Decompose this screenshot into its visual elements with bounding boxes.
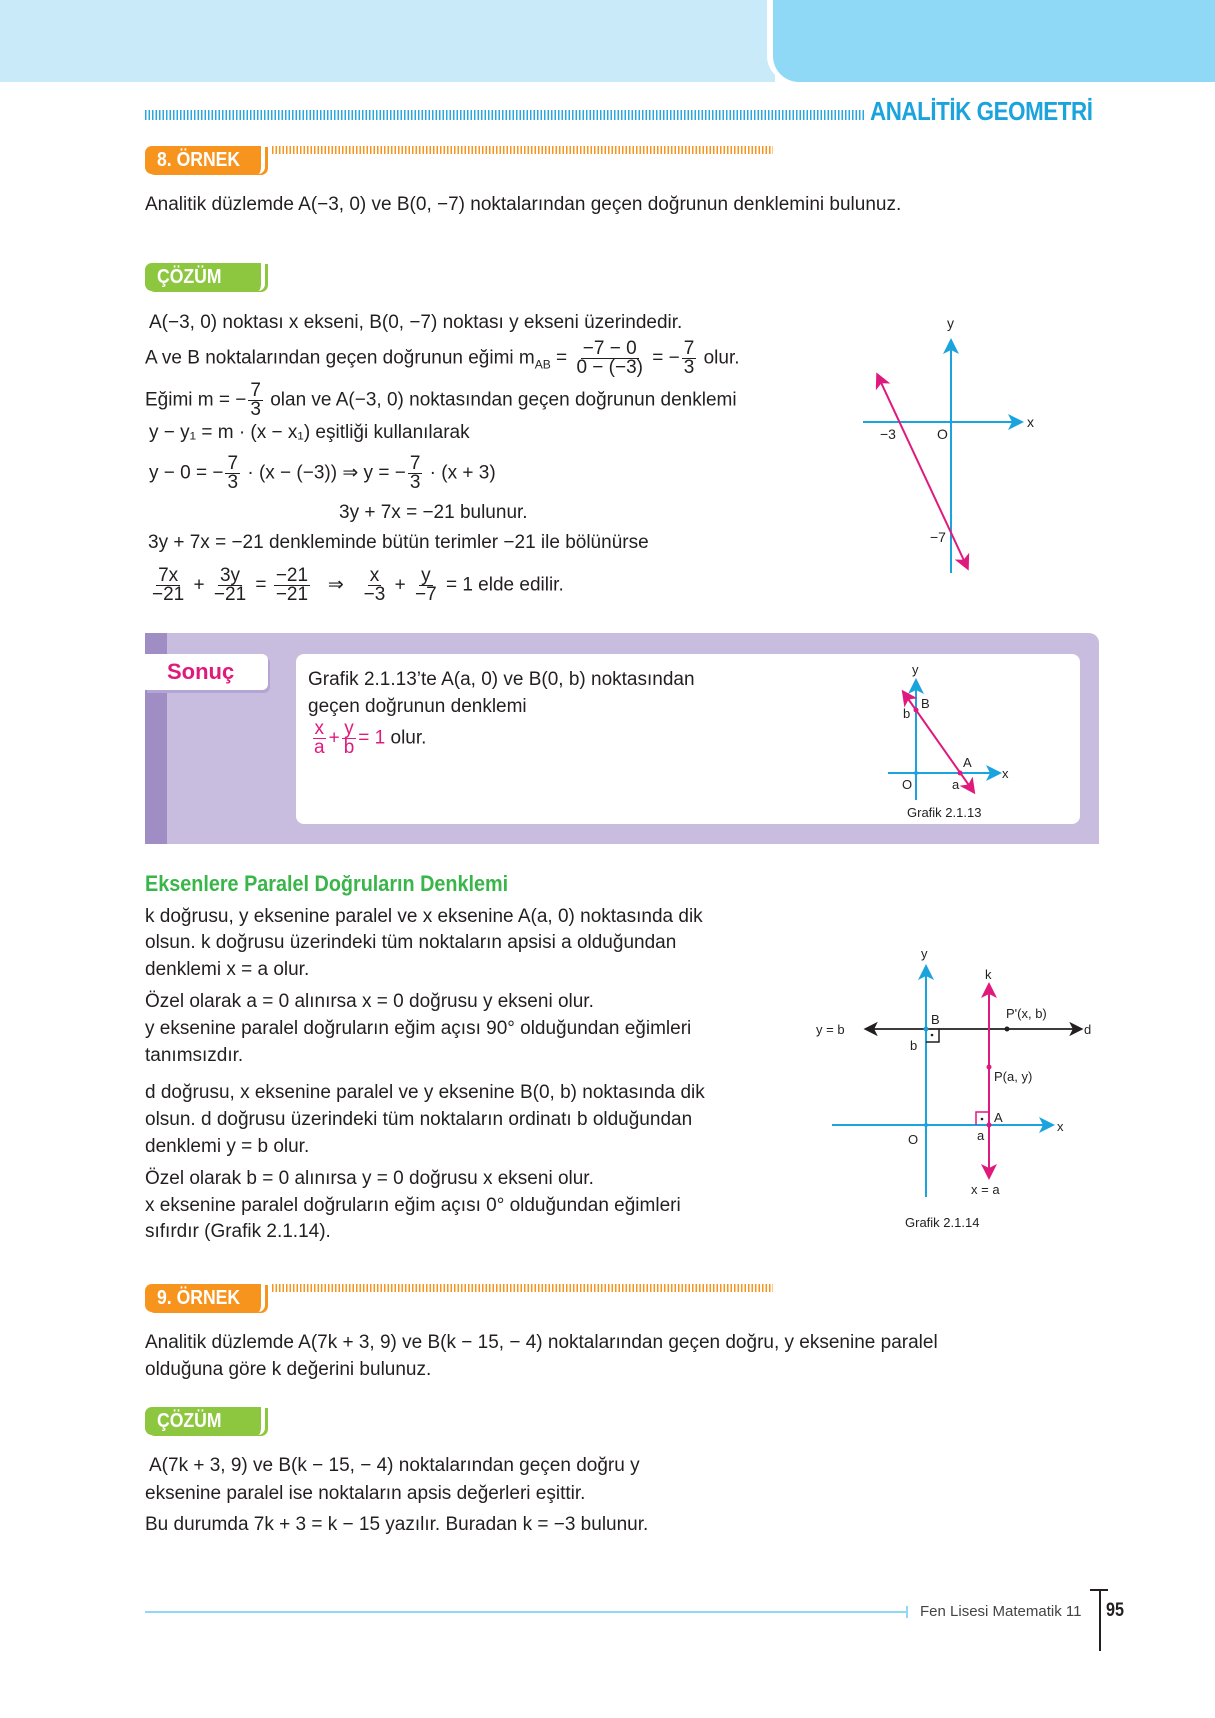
numerator: y xyxy=(421,565,431,586)
x-axis-label: x xyxy=(1027,414,1034,430)
paragraph-line: denklemi y = b olur. xyxy=(145,1136,310,1157)
text: = − xyxy=(646,347,680,369)
solution-8-line-2 xyxy=(145,340,740,377)
graph-caption: Grafik 2.1.14 xyxy=(905,1215,980,1230)
solution-8-line-6: 3y + 7x = −21 bulunur. xyxy=(339,502,528,523)
denominator: −21 xyxy=(152,584,185,605)
solution-9-line: eksenine paralel ise noktaların apsis değerleri eşittir. xyxy=(145,1483,586,1504)
fraction xyxy=(150,567,186,604)
point-b-label: B xyxy=(931,1012,940,1027)
graph-example-8 xyxy=(840,310,1050,580)
numerator: 7 xyxy=(683,338,695,359)
right-angle-dot xyxy=(931,1034,934,1037)
example-9-badge xyxy=(145,1284,265,1312)
footer-rule-end xyxy=(906,1606,908,1618)
example-8-tick-rule xyxy=(272,146,773,154)
numerator: 7 xyxy=(409,453,421,474)
point-a-label: A xyxy=(963,755,972,770)
y-axis-label: y xyxy=(912,662,919,677)
graph-2-1-13 xyxy=(870,660,1070,830)
paragraph-line: d doğrusu, x eksenine paralel ve y eksenine B(0, b) noktasında dik xyxy=(145,1082,705,1103)
paragraph-line: Özel olarak b = 0 alınırsa y = 0 doğrusu x ekseni olur. xyxy=(145,1168,594,1189)
k-label: k xyxy=(985,967,992,982)
graph-caption: Grafik 2.1.13 xyxy=(907,805,982,820)
paragraph-line: x eksenine paralel doğruların eğim açısı 0° olduğundan eğimleri xyxy=(145,1195,681,1216)
denominator: −3 xyxy=(363,584,386,605)
right-angle-dot xyxy=(981,1118,984,1121)
point-b-label: B xyxy=(921,696,930,711)
example-9-badge-label: 9. ÖRNEK xyxy=(157,1287,241,1309)
footer-rule xyxy=(145,1611,907,1613)
origin-point xyxy=(914,771,918,775)
solution-8-badge-label: ÇÖZÜM xyxy=(157,266,222,288)
y-axis-label: y xyxy=(947,315,954,331)
point-a xyxy=(987,1123,992,1128)
solution-8-line-1: A(−3, 0) noktası x ekseni, B(0, −7) noktası y ekseni üzerindedir. xyxy=(149,312,683,333)
point-p-prime xyxy=(1005,1027,1010,1032)
example-8-badge-label: 8. ÖRNEK xyxy=(157,149,241,171)
point-p xyxy=(987,1065,992,1070)
point-a-label: A xyxy=(994,1110,1003,1125)
denominator: b xyxy=(343,737,355,758)
numerator: 7 xyxy=(227,453,239,474)
numerator: 7x xyxy=(158,565,179,586)
b-label: b xyxy=(910,1038,918,1053)
text: = 1 xyxy=(358,727,386,749)
fraction xyxy=(342,720,357,757)
text: ⇒ xyxy=(327,574,344,596)
x-axis-label: x xyxy=(1002,766,1009,781)
denominator: 3 xyxy=(227,472,239,493)
paragraph-line: denklemi x = a olur. xyxy=(145,959,310,980)
fraction xyxy=(225,455,240,492)
denominator: −7 xyxy=(415,584,437,605)
y-axis-label: y xyxy=(921,946,928,961)
fraction xyxy=(312,720,327,757)
text: olur. xyxy=(385,727,427,749)
footer-divider-tick xyxy=(1090,1589,1108,1591)
text: A ve B noktalarından geçen doğrunun eğimi m xyxy=(145,347,535,369)
subscript: AB xyxy=(534,357,551,372)
page-number: 95 xyxy=(1106,1600,1124,1621)
example-9-question-line: Analitik düzlemde A(7k + 3, 9) ve B(k − 15, − 4) noktalarından geçen doğru, y eksenine paralel xyxy=(145,1332,938,1353)
example-9-question-line: olduğuna göre k değerini bulunuz. xyxy=(145,1359,432,1380)
x-intercept-label: −3 xyxy=(880,426,896,442)
origin-label: O xyxy=(902,777,913,792)
paragraph-line: y eksenine paralel doğruların eğim açısı 90° olduğundan eğimleri xyxy=(145,1018,692,1039)
origin-label: O xyxy=(908,1132,919,1147)
solution-8-line-5 xyxy=(149,455,496,492)
graph-2-1-14 xyxy=(800,900,1120,1240)
text: = xyxy=(255,574,267,596)
denominator: 0 − (−3) xyxy=(576,357,643,378)
text: olan ve A(−3, 0) noktasından geçen doğrunun denklemi xyxy=(264,389,737,411)
fraction xyxy=(413,567,439,604)
line-ab xyxy=(904,693,973,791)
point-b xyxy=(914,708,919,713)
footer-divider xyxy=(1099,1589,1101,1651)
numerator: x xyxy=(369,565,380,586)
fraction xyxy=(408,455,423,492)
paragraph-line: k doğrusu, y eksenine paralel ve x eksenine A(a, 0) noktasında dik xyxy=(145,906,703,927)
denominator: 3 xyxy=(683,357,695,378)
origin-point xyxy=(924,1123,928,1127)
point-p-label: P(a, y) xyxy=(994,1069,1033,1084)
example-8-badge xyxy=(145,146,265,174)
x-equals-a-label: x = a xyxy=(971,1182,1000,1197)
text: · (x + 3) xyxy=(424,462,496,484)
point-b xyxy=(924,1027,929,1032)
header-tick-rule xyxy=(145,110,865,120)
solution-9-badge xyxy=(145,1407,265,1435)
a-label: a xyxy=(952,777,960,792)
numerator: −21 xyxy=(275,565,309,586)
paragraph-line: olsun. k doğrusu üzerindeki tüm noktaların apsisi a olduğundan xyxy=(145,932,677,953)
section-heading: Eksenlere Paralel Doğruların Denklemi xyxy=(145,871,509,896)
example-9-tick-rule xyxy=(272,1284,773,1292)
denominator: a xyxy=(314,737,325,758)
footer-book-title: Fen Lisesi Matematik 11 xyxy=(920,1603,1082,1620)
numerator: 7 xyxy=(250,380,261,401)
text: + xyxy=(328,727,340,749)
header-band-right xyxy=(773,0,1215,82)
solution-8-line-4: y − y₁ = m · (x − x₁) eşitliği kullanılarak xyxy=(149,422,470,443)
solution-9-line: Bu durumda 7k + 3 = k − 15 yazılır. Buradan k = −3 bulunur. xyxy=(145,1514,649,1535)
paragraph-line: Özel olarak a = 0 alınırsa x = 0 doğrusu y ekseni olur. xyxy=(145,991,594,1012)
origin-label: O xyxy=(937,426,948,442)
result-line-1: Grafik 2.1.13’te A(a, 0) ve B(0, b) noktasından xyxy=(308,669,695,690)
numerator: 3y xyxy=(219,565,241,586)
paragraph-line: tanımsızdır. xyxy=(145,1045,244,1066)
a-label: a xyxy=(977,1128,985,1143)
line-ab xyxy=(878,376,967,567)
text: Eğimi m = − xyxy=(145,389,247,411)
numerator: y xyxy=(344,718,354,739)
text: olur. xyxy=(698,347,740,369)
point-p-prime-label: P'(x, b) xyxy=(1006,1006,1047,1021)
solution-8-line-8 xyxy=(148,567,564,604)
text: y − 0 = − xyxy=(149,462,224,484)
fraction xyxy=(212,567,248,604)
text: + xyxy=(193,574,205,596)
text: = xyxy=(550,347,573,369)
result-formula xyxy=(310,720,426,757)
text: + xyxy=(394,574,406,596)
d-label: d xyxy=(1084,1022,1092,1037)
x-axis-label: x xyxy=(1057,1119,1064,1134)
solution-9-line: A(7k + 3, 9) ve B(k − 15, − 4) noktalarından geçen doğru y xyxy=(149,1455,640,1476)
fraction xyxy=(574,340,645,377)
numerator: −7 − 0 xyxy=(582,338,637,359)
denominator: 3 xyxy=(250,399,261,420)
point-a xyxy=(958,771,963,776)
fraction xyxy=(682,340,697,377)
denominator: −21 xyxy=(275,584,309,605)
paragraph-line: sıfırdır (Grafik 2.1.14). xyxy=(145,1221,331,1242)
solution-9-badge-label: ÇÖZÜM xyxy=(157,1410,222,1432)
fraction xyxy=(248,382,263,419)
y-intercept-label: −7 xyxy=(930,529,946,545)
result-label: Sonuç xyxy=(145,654,268,690)
solution-8-line-7: 3y + 7x = −21 denkleminde bütün terimler −21 ile bölünürse xyxy=(148,532,649,553)
text: = 1 elde edilir. xyxy=(445,574,564,596)
header-band-left xyxy=(0,0,775,82)
fraction xyxy=(274,567,310,604)
fraction xyxy=(362,567,388,604)
text: · (x − (−3)) ⇒ y = − xyxy=(242,462,406,484)
numerator: x xyxy=(314,718,325,739)
chapter-title: ANALİTİK GEOMETRİ xyxy=(870,96,1093,126)
solution-8-line-3 xyxy=(145,382,737,419)
denominator: −21 xyxy=(213,584,247,605)
example-8-question: Analitik düzlemde A(−3, 0) ve B(0, −7) noktalarından geçen doğrunun denklemini bulunuz. xyxy=(145,194,902,215)
y-equals-b-label: y = b xyxy=(816,1022,845,1037)
paragraph-line: olsun. d doğrusu üzerindeki tüm noktaların ordinatı b olduğundan xyxy=(145,1109,693,1130)
result-line-2: geçen doğrunun denklemi xyxy=(308,696,527,717)
solution-8-badge xyxy=(145,263,265,291)
denominator: 3 xyxy=(409,472,421,493)
b-label: b xyxy=(903,706,911,721)
